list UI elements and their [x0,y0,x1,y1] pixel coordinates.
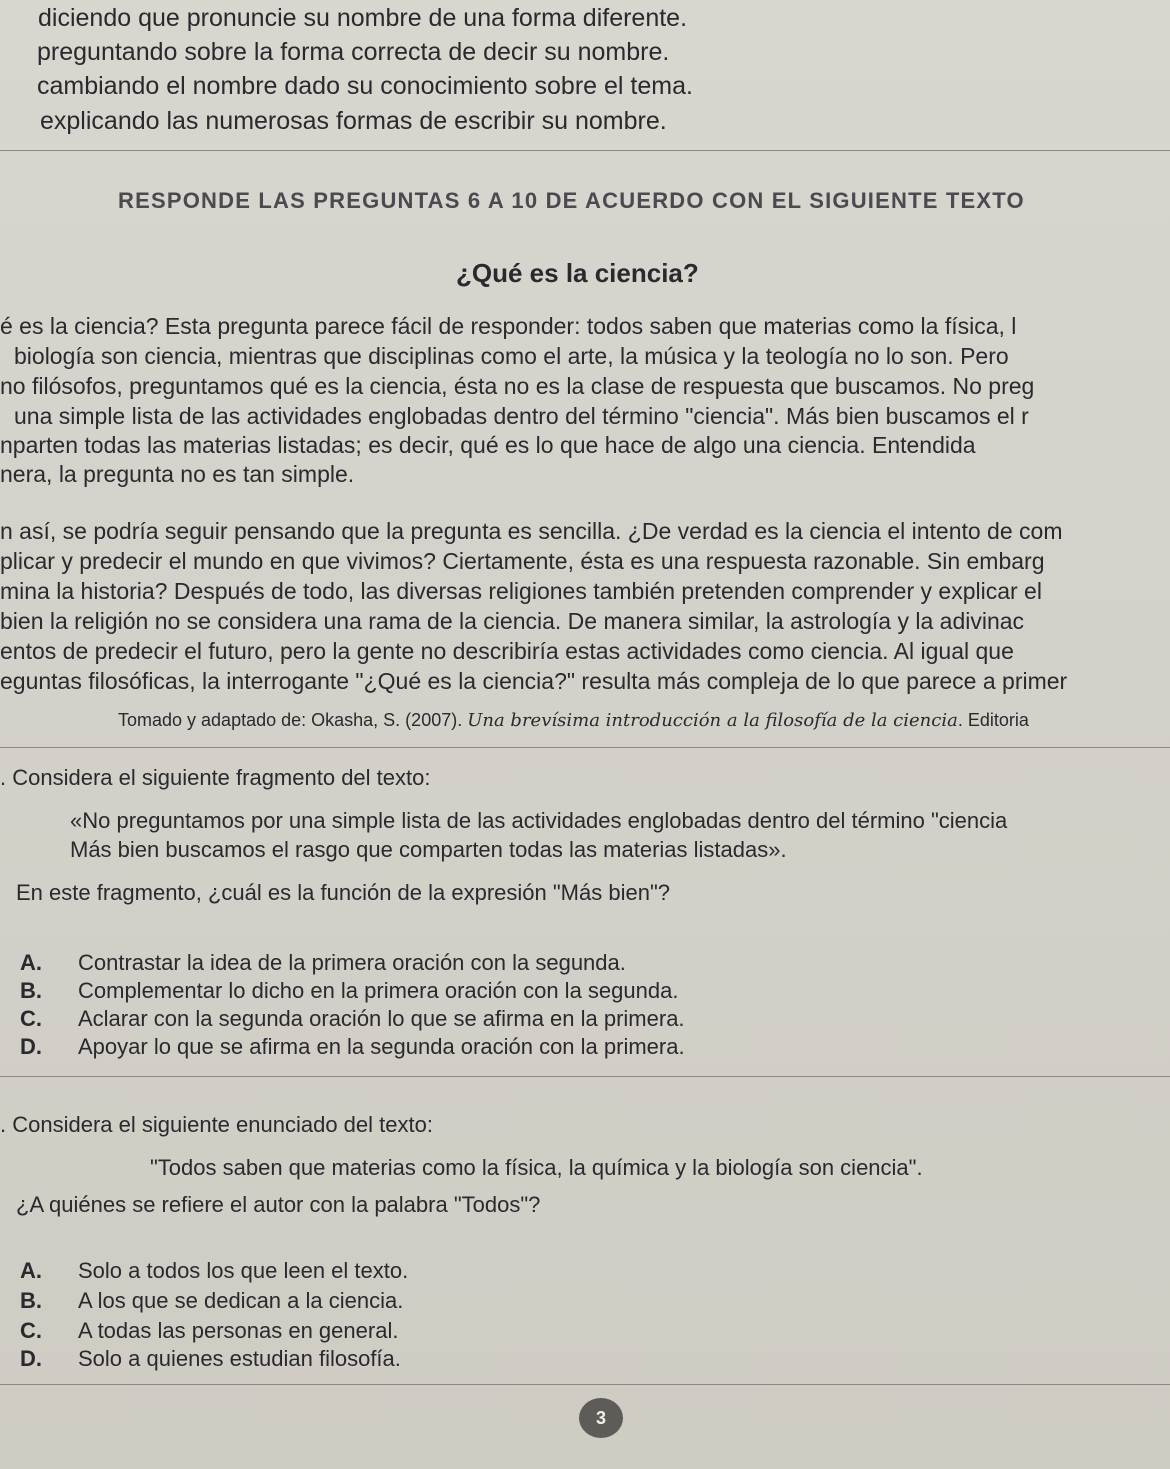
paragraph-line: n así, se podría seguir pensando que la pregunta es sencilla. ¿De verdad es la ciencia el intento de com [0,518,1063,544]
text-title: ¿Qué es la ciencia? [456,258,699,288]
question-text: ¿A quiénes se refiere el autor con la palabra "Todos"? [16,1192,541,1217]
option-letter: D. [20,1346,42,1371]
option-text: Apoyar lo que se afirma en la segunda oración con la primera. [78,1034,685,1059]
citation-suffix: . Editoria [957,710,1029,730]
question-intro: . Considera el siguiente enunciado del texto: [0,1112,433,1137]
paragraph-line: eguntas filosóficas, la interrogante "¿Qué es la ciencia?" resulta más compleja de lo que parece a primer [0,668,1068,694]
answer-option-d[interactable] [20,1034,685,1060]
paragraph-line: una simple lista de las actividades englobadas dentro del término "ciencia". Más bien buscamos el r [14,403,1029,429]
page-number: 3 [579,1398,623,1438]
answer-option-b[interactable] [20,1288,403,1314]
paragraph-line: no filósofos, preguntamos qué es la ciencia, ésta no es la clase de respuesta que buscamos. No preg [0,373,1035,399]
source-citation [118,710,1029,731]
option-letter: A. [20,950,42,975]
option-letter: B. [20,978,42,1003]
option-letter: D. [20,1034,42,1059]
divider [0,150,1170,151]
paragraph-line: é es la ciencia? Esta pregunta parece fácil de responder: todos saben que materias como la física, l [0,313,1017,339]
answer-option-a[interactable] [20,950,626,976]
paragraph-line: nera, la pregunta no es tan simple. [0,461,355,487]
option-letter: C. [20,1318,42,1343]
prev-option-c: cambiando el nombre dado su conocimiento sobre el tema. [37,72,693,100]
option-text: A todas las personas en general. [78,1318,399,1343]
citation-prefix: Tomado y adaptado de: Okasha, S. (2007). [118,710,468,730]
citation-book-title: Una brevísima introducción a la filosofía de la ciencia [467,710,958,731]
option-text: Aclarar con la segunda oración lo que se afirma en la primera. [78,1006,685,1031]
question-text: En este fragmento, ¿cuál es la función de la expresión "Más bien"? [16,880,670,905]
paragraph-line: plicar y predecir el mundo en que vivimos? Ciertamente, ésta es una respuesta razonable. Sin embarg [0,548,1045,574]
divider [0,1076,1170,1077]
answer-option-d[interactable] [20,1346,401,1372]
prev-option-a: diciendo que pronuncie su nombre de una forma diferente. [38,4,688,32]
paragraph-line: mina la historia? Después de todo, las diversas religiones también pretenden comprender y explicar el [0,578,1042,604]
option-text: Solo a todos los que leen el texto. [78,1258,409,1283]
answer-option-a[interactable] [20,1258,408,1284]
answer-option-c[interactable] [20,1006,685,1032]
paragraph-line: entos de predecir el futuro, pero la gente no describiría estas actividades como ciencia. Al igual que [0,638,1014,664]
quote-line: Más bien buscamos el rasgo que comparten todas las materias listadas». [70,837,787,862]
prev-option-b: preguntando sobre la forma correcta de decir su nombre. [37,38,670,66]
paragraph-line: bien la religión no se considera una rama de la ciencia. De manera similar, la astrología y la adivinac [0,608,1025,634]
divider [0,1384,1170,1385]
option-text: Contrastar la idea de la primera oración con la segunda. [78,950,626,975]
option-text: Solo a quienes estudian filosofía. [78,1346,401,1371]
question-intro: . Considera el siguiente fragmento del texto: [0,765,431,790]
paragraph-line: biología son ciencia, mientras que disciplinas como el arte, la música y la teología no lo son. Pero [14,343,1009,369]
option-letter: B. [20,1288,42,1313]
prev-option-d: explicando las numerosas formas de escribir su nombre. [40,107,667,135]
quote-line: «No preguntamos por una simple lista de las actividades englobadas dentro del término "ciencia [70,808,1008,833]
option-text: A los que se dedican a la ciencia. [78,1288,404,1313]
divider [0,747,1170,748]
option-text: Complementar lo dicho en la primera oración con la segunda. [78,978,679,1003]
option-letter: C. [20,1006,42,1031]
option-letter: A. [20,1258,42,1283]
quote-line: "Todos saben que materias como la física, la química y la biología son ciencia". [150,1155,923,1180]
section-heading: RESPONDE LAS PREGUNTAS 6 A 10 DE ACUERDO CON EL SIGUIENTE TEXTO [118,188,1025,213]
answer-option-b[interactable] [20,978,678,1004]
answer-option-c[interactable] [20,1318,398,1344]
paragraph-line: nparten todas las materias listadas; es decir, qué es lo que hace de algo una ciencia. Entendida [0,432,976,458]
